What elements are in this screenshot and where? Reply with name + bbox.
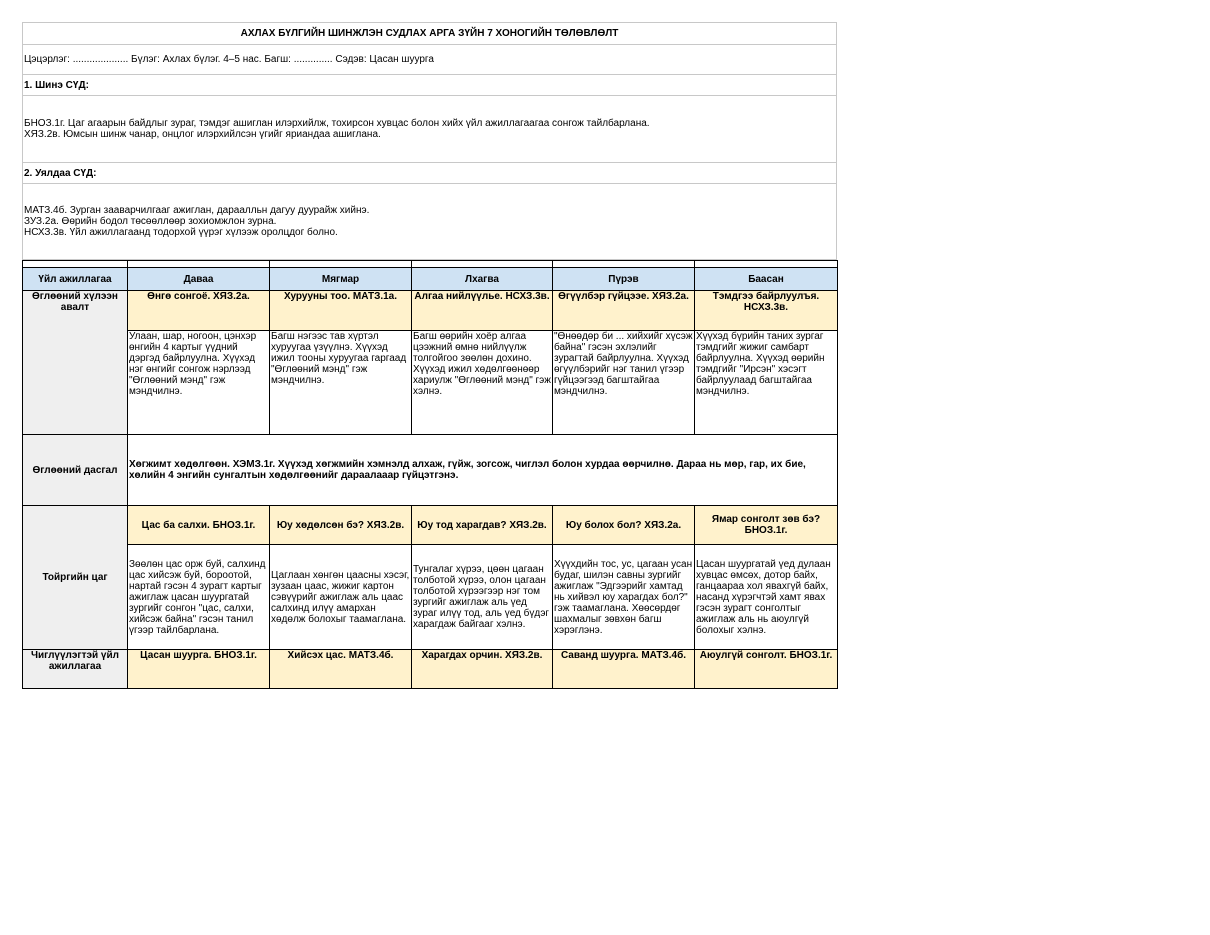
circle-desc-friday: Цасан шуургатай үед дулаан хувцас өмсөх, дотор байх, ганцаараа хол явахгүй байх, насанд хүрэгчтэй хамт явах гэсэн зурагт сонголтыг ажиглаж аль нь аюулгүй болохыг хэлнэ.: [695, 545, 838, 650]
directed-row-label: Чиглүүлэгтэй үйл ажиллагаа: [23, 650, 128, 689]
circle-desc-tuesday: Цаглаан хөнгөн цаасны хэсэг, зузаан цаас, жижиг картон сэвүүрийг ажиглаж аль цаас салхинд илүү амархан хөдөлж болохыг таамаглана.: [270, 545, 412, 650]
directed-topic-monday: Цасан шуурга. БНОЗ.1г.: [128, 650, 270, 689]
day-header-friday: Баасан: [695, 268, 838, 291]
standard-line: БНОЗ.1г. Цаг агаарын байдлыг зураг, тэмдэг ашиглан илэрхийлж, тохирсон хувцас болон хийх үйл ажиллагаагаа сонгож тайлбарлана.: [24, 118, 650, 129]
circle-desc-wednesday: Тунгалаг хүрээ, цөөн цагаан толботой хүрээ, олон цагаан толботой хүрээгээр нэг том зургийг ажиглаж аль үед зураг илүү тод, аль үед бүдэг харагдаж байгааг хэлнэ.: [412, 545, 553, 650]
circle-topic-tuesday: Юу хөдөлсөн бэ? ХЯЗ.2в.: [270, 506, 412, 545]
standard-line: НСХЗ.3в. Үйл ажиллагаанд тодорхой үүрэг хүлээж оролцдог болно.: [24, 227, 338, 238]
morning-desc-row: [23, 331, 838, 435]
lesson-plan-sheet: [22, 22, 837, 689]
day-header-tuesday: Мягмар: [270, 268, 412, 291]
circle-desc-monday: Зөөлөн цас орж буй, салхинд цас хийсэж буй, бороотой, нартай гэсэн 4 зурагт картыг ажиглаж цасан шуургатай зургийг сонгон "цас, салхи, хийсэж байна" гэсэн танил үгээр тайлбарлана.: [128, 545, 270, 650]
exercise-description: Хөгжимт хөдөлгөөн. ХЭМЗ.1г. Хүүхэд хөгжмийн хэмнэлд алхаж, гүйж, зогсож, чиглэл болон хурдаа өөрчилнө. Дараа нь мөр, гар, их бие, хөлийн 4 энгийн сунгалтын хөдөлгөөнийг дараалааар гүйцэтгэнэ.: [128, 435, 838, 506]
circle-topic-row: [23, 506, 838, 545]
plan-header-table: [22, 22, 837, 260]
section-linked-standards-body: [23, 184, 837, 260]
circle-topic-monday: Цас ба салхи. БНОЗ.1г.: [128, 506, 270, 545]
morning-topic-monday: Өнгө сонгоё. ХЯЗ.2а.: [128, 291, 270, 331]
page-title: АХЛАХ БҮЛГИЙН ШИНЖЛЭН СУДЛАХ АРГА ЗҮЙН 7 ХОНОГИЙН ТӨЛӨВЛӨЛТ: [23, 23, 837, 45]
directed-topic-tuesday: Хийсэх цас. МАТЗ.4б.: [270, 650, 412, 689]
activity-column-header: Үйл ажиллагаа: [23, 268, 128, 291]
standard-line: МАТЗ.4б. Зурган зааварчилгааг ажиглан, дараалльн дагуу дуурайж хийнэ.: [24, 205, 370, 216]
exercise-row-label: Өглөөний дасгал: [23, 435, 128, 506]
section-new-standards-body: [23, 96, 837, 163]
circle-desc-row: [23, 545, 838, 650]
plan-meta-info: Цэцэрлэг: .................... Бүлэг: Ахлах бүлэг. 4–5 нас. Багш: .............. Сэдэв: Цасан шуурга: [23, 45, 837, 75]
directed-topic-friday: Аюулгүй сонголт. БНОЗ.1г.: [695, 650, 838, 689]
section-new-standards-title: 1. Шинэ СҮД:: [23, 75, 837, 96]
morning-topic-row: [23, 291, 838, 331]
morning-topic-tuesday: Хурууны тоо. МАТЗ.1а.: [270, 291, 412, 331]
morning-row-label: Өглөөний хүлээн авалт: [23, 291, 128, 435]
circle-topic-friday: Ямар сонголт зөв бэ? БНОЗ.1г.: [695, 506, 838, 545]
morning-desc-friday: Хүүхэд бүрийн таних зургаг тэмдгийг жижиг самбарт байрлуулна. Хүүхэд өөрийн тэмдгийг "Ирсэн" хэсэгт байрлуулаад багштайгаа мэндчилнэ.: [695, 331, 838, 435]
weekly-plan-table: [22, 260, 838, 689]
day-header-wednesday: Лхагва: [412, 268, 553, 291]
directed-topic-thursday: Саванд шуурга. МАТЗ.4б.: [553, 650, 695, 689]
exercise-row: [23, 435, 838, 506]
standard-line: ЗУЗ.2а. Өөрийн бодол төсөөллөөр зохиомжлон зурна.: [24, 216, 277, 227]
standard-line: ХЯЗ.2в. Юмсын шинж чанар, онцлог илэрхийлсэн үгийг яриандаа ашиглана.: [24, 129, 381, 140]
section-linked-standards-title: 2. Уялдаа СҮД:: [23, 163, 837, 184]
directed-topic-wednesday: Харагдах орчин. ХЯЗ.2в.: [412, 650, 553, 689]
circle-row-label: Тойргийн цаг: [23, 506, 128, 650]
day-header-row: [23, 268, 838, 291]
day-header-monday: Даваа: [128, 268, 270, 291]
circle-desc-thursday: Хүүхдийн тос, ус, цагаан усан будаг, шилэн савны зургийг ажиглаж "Эдгээрийг хамтад нь хийвэл юу харагдах бол?" гэж таамаглана. Хөөсөрдөг шахмалыг зөвхөн багш хэрэглэнэ.: [553, 545, 695, 650]
day-header-thursday: Пүрэв: [553, 268, 695, 291]
morning-desc-monday: Улаан, шар, ногоон, цэнхэр өнгийн 4 картыг үүдний дэргэд байрлуулна. Хүүхэд нэг өнгийг сонгож нэрлээд "Өглөөний мэнд" гэж мэндчилнэ.: [128, 331, 270, 435]
morning-desc-thursday: "Өнөөдөр би ... хийхийг хүсэж байна" гэсэн эхлэлийг зурагтай байрлуулна. Хүүхэд өгүүлбэрийг нэг танил үгээр гүйцээгээд багштайгаа мэндчилнэ.: [553, 331, 695, 435]
circle-topic-thursday: Юу болох бол? ХЯЗ.2а.: [553, 506, 695, 545]
morning-topic-wednesday: Алгаа нийлүүлье. НСХЗ.3в.: [412, 291, 553, 331]
morning-desc-wednesday: Багш өөрийн хоёр алгаа цээжний өмнө нийлүүлж толгойгоо зөөлөн дохино. Хүүхэд ижил хөдөлгөөнөөр хариулж "Өглөөний мэнд" гэж хэлнэ.: [412, 331, 553, 435]
directed-topic-row: [23, 650, 838, 689]
morning-topic-thursday: Өгүүлбэр гүйцээе. ХЯЗ.2а.: [553, 291, 695, 331]
circle-topic-wednesday: Юу тод харагдав? ХЯЗ.2в.: [412, 506, 553, 545]
morning-desc-tuesday: Багш нэгээс тав хүртэл хуруугаа үзүүлнэ. Хүүхэд ижил тооны хуруугаа гаргаад "Өглөөний мэнд" гэж мэндчилнэ.: [270, 331, 412, 435]
morning-topic-friday: Тэмдгээ байрлуулъя. НСХЗ.3в.: [695, 291, 838, 331]
